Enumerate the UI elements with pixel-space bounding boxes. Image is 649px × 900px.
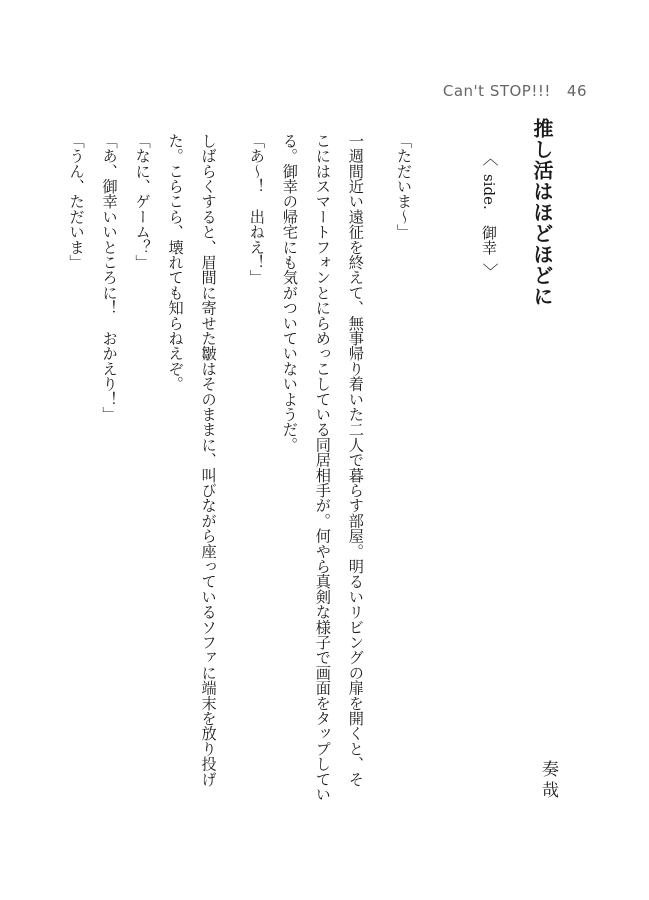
- page-number: 46: [566, 82, 587, 100]
- body-line: しばらくすると、眉間に寄せた皺はそのままに、叫びながら座っているソファに端末を放り投げ: [199, 133, 218, 787]
- chapter-title: 推し活はほどほどに: [530, 118, 554, 307]
- body-line: 一週間近い遠征を終えて、無事帰り着いた二人で暮らす部屋。明るいリビングの扉を開くと、そ: [346, 133, 365, 787]
- subtitle-close-bracket: 〉: [480, 262, 499, 279]
- body-line: 「あ〜！ 出ねえ！」: [247, 133, 266, 285]
- author-name: 奏哉: [538, 760, 558, 802]
- body-line: る。御幸の帰宅にも気がついていないようだ。: [280, 133, 299, 453]
- body-line: 「ただいま〜」: [395, 133, 413, 240]
- subtitle-open-bracket: 〈: [480, 150, 499, 166]
- body-text: [67, 133, 420, 833]
- body-line: こにはスマートフォンとにらめっこしている同居相手が。何やら真剣な様子で画面をタップしてい: [313, 133, 332, 802]
- body-line: 「うん、ただいま」: [67, 133, 86, 270]
- book-title: Can't STOP!!!: [442, 82, 551, 100]
- running-header: [443, 82, 587, 106]
- chapter-subtitle: [478, 150, 500, 290]
- body-line: た。こらこら、壊れても知らねえぞ。: [166, 133, 185, 392]
- subtitle-text: side. 御幸: [480, 174, 498, 255]
- body-line: 「なに、ゲーム？」: [133, 133, 152, 270]
- body-line: 「あ、御幸いいところに！ おかえり！」: [100, 133, 119, 422]
